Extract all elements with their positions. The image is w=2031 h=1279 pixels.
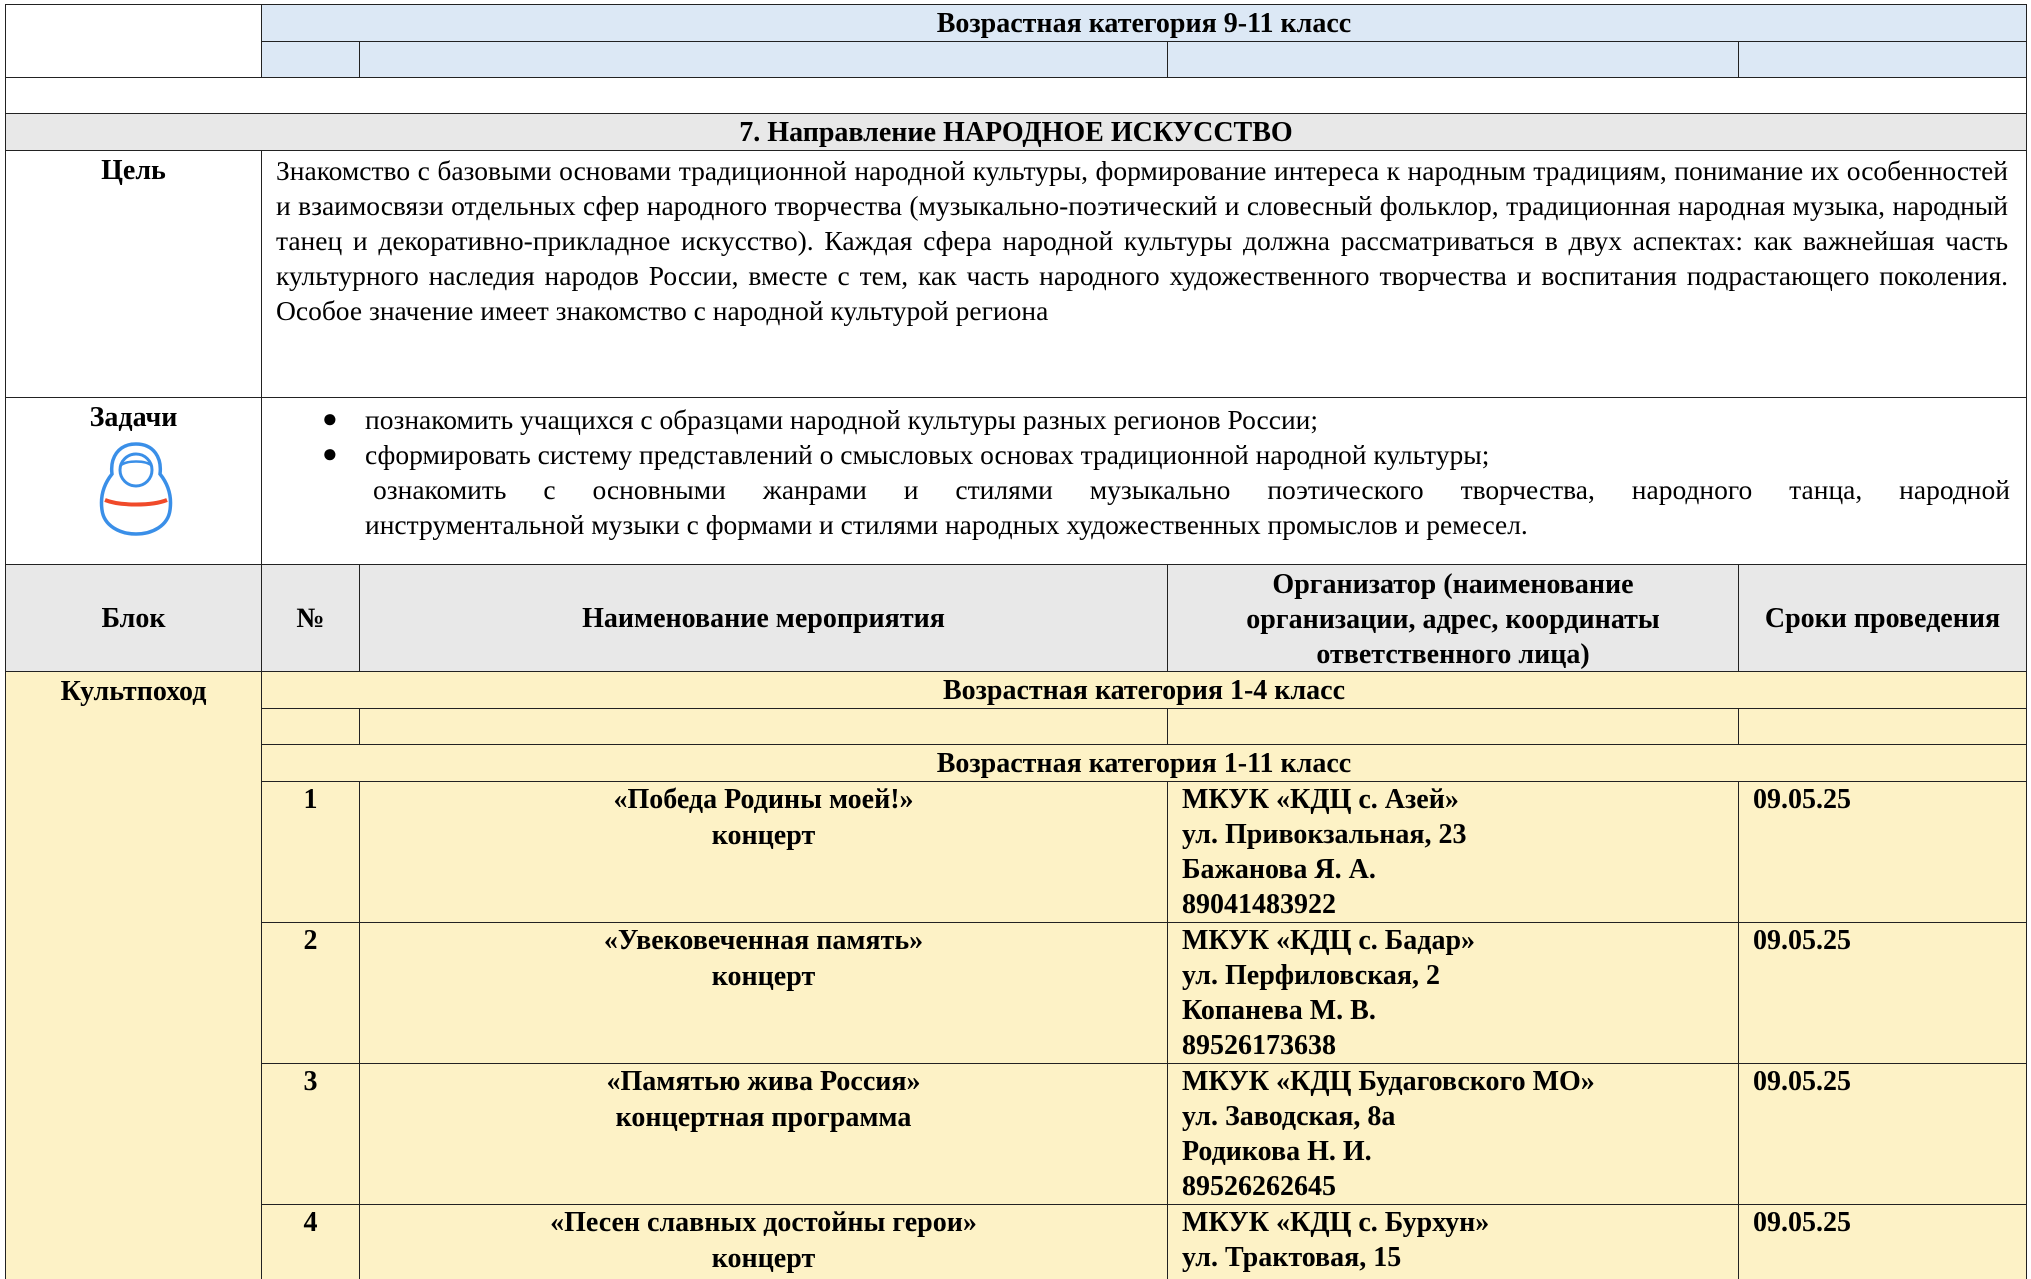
event-name-cell <box>359 1204 1168 1279</box>
organizer-address: ул. Перфиловская, 2 <box>1182 960 1441 991</box>
organizer-person: Копанева М. В. <box>1182 995 1376 1026</box>
matryoshka-icon <box>96 438 176 538</box>
empty-cell <box>261 41 360 78</box>
organizer-name: МКУК «КДЦ с. Бурхун» <box>1182 1207 1490 1238</box>
tasks-list-cell <box>261 397 2027 565</box>
task-item: познакомить учащихся с образцами народной культуры разных регионов России; <box>365 404 1319 435</box>
column-header-event-name: Наименование мероприятия <box>359 564 1168 672</box>
event-type: концерт <box>711 820 816 851</box>
event-organizer-cell <box>1167 922 1739 1064</box>
event-date: 09.05.25 <box>1738 1204 2027 1279</box>
event-type: концерт <box>711 1243 816 1274</box>
column-header-block: Блок <box>5 564 262 672</box>
event-name-cell <box>359 781 1168 923</box>
task-continuation-line: ознакомить с основными жанрами и стилями музыкально поэтического творчества, народного танца, народной <box>373 474 2010 505</box>
organizer-address: ул. Привокзальная, 23 <box>1182 819 1467 850</box>
empty-cell <box>1738 41 2027 78</box>
event-type: концерт <box>711 961 816 992</box>
age-category-1-4-header: Возрастная категория 1-4 класс <box>261 671 2027 709</box>
empty-cell <box>1167 41 1739 78</box>
organizer-name: МКУК «КДЦ с. Бадар» <box>1182 925 1476 956</box>
organizer-address: ул. Трактовая, 15 <box>1182 1242 1402 1273</box>
event-organizer-cell <box>1167 781 1739 923</box>
organizer-address: ул. Заводская, 8а <box>1182 1101 1396 1132</box>
task-continuation-line: инструментальной музыки с формами и стилями народных художественных промыслов и ремесел. <box>365 509 1528 540</box>
event-date: 09.05.25 <box>1738 1063 2027 1205</box>
event-date: 09.05.25 <box>1738 781 2027 923</box>
organizer-name: МКУК «КДЦ с. Азей» <box>1182 784 1459 815</box>
event-title: «Победа Родины моей!» <box>613 784 914 815</box>
spacer-row <box>5 77 2027 114</box>
event-organizer-cell <box>1167 1063 1739 1205</box>
event-number: 2 <box>261 922 360 1064</box>
event-name-cell <box>359 922 1168 1064</box>
event-number: 1 <box>261 781 360 923</box>
direction-title: 7. Направление НАРОДНОЕ ИСКУССТВО <box>5 113 2027 151</box>
event-date: 09.05.25 <box>1738 922 2027 1064</box>
event-title: «Увековеченная память» <box>603 925 924 956</box>
organizer-phone: 89526262645 <box>1182 1171 1336 1202</box>
event-title: «Памятью жива Россия» <box>606 1066 921 1097</box>
event-name-cell <box>359 1063 1168 1205</box>
column-header-dates: Сроки проведения <box>1738 564 2027 672</box>
tasks-label-cell <box>5 397 262 565</box>
organizer-person: Бажанова Я. А. <box>1182 854 1376 885</box>
empty-cell <box>261 708 360 745</box>
organizer-phone: 89041483922 <box>1182 889 1336 920</box>
top-left-empty-cell <box>5 4 262 78</box>
organizer-name: МКУК «КДЦ Будаговского МО» <box>1182 1066 1595 1097</box>
goal-text-cell <box>261 150 2027 398</box>
task-item: сформировать систему представлений о смысловых основах традиционной народной культуры; <box>365 439 1490 470</box>
event-organizer-cell <box>1167 1204 1739 1279</box>
event-number: 4 <box>261 1204 360 1279</box>
organizer-phone: 89526173638 <box>1182 1030 1336 1061</box>
event-number: 3 <box>261 1063 360 1205</box>
goal-label: Цель <box>5 150 262 398</box>
bullet-icon: ● <box>322 439 338 468</box>
organizer-header-line: организации, адрес, координаты <box>1246 604 1660 635</box>
goal-text: Знакомство с базовыми основами традиционной народной культуры, формирование интереса к народным традициям, понимание их особенностей и взаимосвязи отдельных сфер народного творчества (музыкально-поэтический и словесный фольклор, традиционная народная музыка, народный танец и декоративно-прикладное искусство). Каждая сфера народной культуры должна рассматриваться в двух аспектах: как важнейшая часть культурного наследия народов России, вместе с тем, как часть народного художественного творчества и воспитания подрастающего поколения. Особое значение имеет знакомство с народной культурой региона <box>276 155 2008 326</box>
event-title: «Песен славных достойны герои» <box>550 1207 977 1238</box>
block-name-cell: Культпоход <box>5 671 262 1279</box>
event-type: концертная программа <box>615 1102 912 1133</box>
tasks-label: Задачи <box>89 402 178 433</box>
empty-cell <box>1738 708 2027 745</box>
empty-cell <box>359 708 1168 745</box>
organizer-header-line: ответственного лица) <box>1316 639 1590 670</box>
empty-cell <box>1167 708 1739 745</box>
column-header-organizer <box>1167 564 1739 672</box>
age-category-9-11-header: Возрастная категория 9-11 класс <box>261 4 2027 42</box>
column-header-number: № <box>261 564 360 672</box>
organizer-header-line: Организатор (наименование <box>1272 569 1634 600</box>
age-category-1-11-header: Возрастная категория 1-11 класс <box>261 744 2027 782</box>
empty-cell <box>359 41 1168 78</box>
bullet-icon: ● <box>322 404 338 433</box>
organizer-person: Родикова Н. И. <box>1182 1136 1372 1167</box>
